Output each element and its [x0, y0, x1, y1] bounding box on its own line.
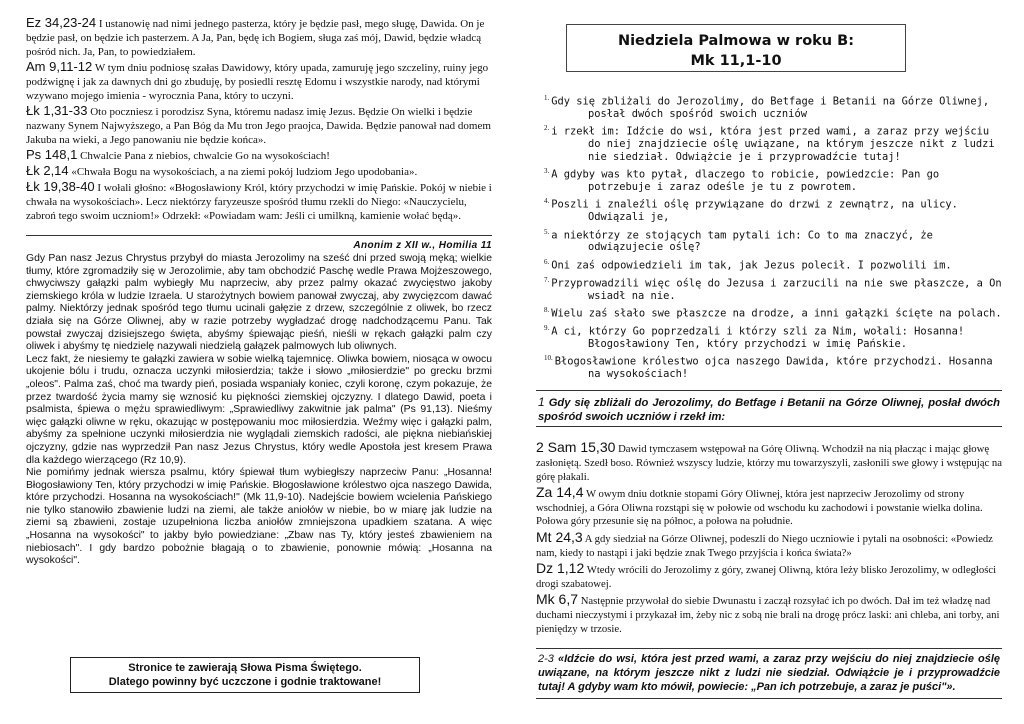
ref-paragraph [26, 180, 492, 223]
homily-paragraph: Gdy Pan nasz Jezus Chrystus przybył do miasta Jerozolimy na sześć dni przed swoją męką; wielkie tłumy, które zgromadziły się w Jerozolimie, aby tam obchodzić Paschę wedle Prawa Mojżeszowego, chwyciwszy gałązki palm wybiegły Mu naprzeciw, aby przez palmy okazać zwycięstwo jakoby ziemskiego króla w ludzie Izraela. U starożytnych bowiem panował zwyczaj, aby zwycięzcom dawać palmy. Niektórzy jednak spośród tego tłumu ucinali gałęzie z drzew, szczególnie z oliwek, bo rzecz działa się na Górze Oliwnej, aby w razie potrzeby wygładzać drogę nadchodzącemu Panu. Tak powstał zwyczaj dzisiejszego święta, abyśmy śpiewając pieśń, nieśli w rękach gałązki palm czy oliwek i abyśmy tę niedzielę nazywali niedzielą gałązek palmowych lub oliwnych. [26, 253, 492, 353]
divider [26, 235, 492, 236]
verse-text: A gdyby was kto pytał, dlaczego to robicie, powiedzcie: Pan go potrzebuje i zaraz odeśle je tu z powrotem. [551, 168, 940, 193]
ref-paragraph [26, 16, 492, 59]
verse [536, 195, 1002, 223]
ref-paragraph [26, 164, 492, 179]
verse-number: 3. [544, 166, 550, 175]
cross-ref [536, 528, 1002, 560]
ref-label: Łk 19,38-40 [26, 179, 95, 194]
ref-text: W owym dniu dotknie stopami Góry Oliwnej, która jest naprzeciw Jerozolimy od strony wschodniej, a Góra Oliwna rozstąpi się w połowie od wschodu ku zachodowi i powstanie wielka dolina. Połowa góry przesunie się na północ, a połowa na południe. [536, 488, 983, 528]
ref-text: A gdy siedział na Górze Oliwnej, podeszli do Niego uczniowie i pytali na osobności: «Powiedz nam, kiedy to nastąpi i jaki będzie znak Twego przyjścia i końca świata?» [536, 532, 993, 559]
verse-number: 8. [544, 305, 550, 314]
ref-text: Wtedy wrócili do Jerozolimy z góry, zwanej Oliwną, która leży blisko Jerozolimy, w odległości drogi szabatowej. [536, 564, 997, 590]
left-column [26, 16, 492, 568]
gospel-verses [536, 92, 1002, 380]
verse [536, 322, 1002, 350]
ref-text: Chwalcie Pana z niebios, chwalcie Go na wysokościach! [80, 150, 330, 162]
verse-number: 1. [544, 94, 550, 102]
quote-label: 2-3 [538, 653, 554, 666]
verse [536, 304, 1002, 320]
quote-text: Gdy się zbliżali do Jerozolimy, do Betfage i Betanii na Górze Oliwnej, posłał dwóch spośród swoich uczniów i rzekł im: [538, 397, 1000, 424]
ref-label: Za 14,4 [536, 484, 584, 501]
verse-number: 10. [544, 354, 553, 363]
verse-number: 9. [544, 323, 550, 332]
right-column [536, 24, 1002, 699]
verse [536, 165, 1002, 193]
verse-text: i rzekł im: Idźcie do wsi, która jest przed wami, a zaraz przy wejściu do niej znajdziecie oślę uwiązane, na którym jeszcze nikt z ludzi nie siedział. Odwiążcie je i przyprowadźcie tutaj! [551, 125, 995, 163]
ref-text: Następnie przywołał do siebie Dwunastu i zaczął rozsyłać ich po dwóch. Dał im też władzę nad duchami nieczystymi i przykazał im, żeby nic z sobą nie brali na drogę prócz laski: ani chleba, ani torby, ani pieniędzy w trzosie. [536, 595, 1000, 635]
verse-text: Wielu zaś słało swe płaszcze na drodze, a inni gałązki ścięte na polach. [551, 307, 1002, 320]
verse [536, 352, 1002, 380]
ref-text: Oto poczniesz i porodzisz Syna, któremu nadasz imię Jezus. Będzie On wielki i będzie nazwany Synem Najwyższego, a Pan Bóg da Mu tron Jego praojca, Dawida. Będzie panował nad domem Jakuba na wieki, a Jego panowaniu nie będzie końca». [26, 106, 491, 146]
verse-text: Oni zaś odpowiedzieli im tak, jak Jezus polecił. I pozwolili im. [551, 259, 952, 272]
ref-paragraph [26, 60, 492, 103]
ref-label: Ez 34,23-24 [26, 15, 97, 30]
ref-label: Łk 2,14 [26, 163, 69, 178]
verse [536, 226, 1002, 254]
homily [26, 240, 492, 568]
verse [536, 122, 1002, 163]
notice-line: Stronice te zawierają Słowa Pisma Świętego. [128, 662, 362, 674]
page-subtitle: Mk 11,1-10 [690, 53, 782, 69]
verse-text: Przyprowadzili więc oślę do Jezusa i zarzucili na nie swe płaszcze, a On wsiadł na nie. [551, 277, 1002, 302]
verse-text: Poszli i znaleźli oślę przywiązane do drzwi z zewnątrz, na ulicy. Odwiązali je, [551, 198, 958, 224]
verse-number: 7. [544, 275, 550, 284]
ref-label: 2 Sam 15,30 [536, 439, 616, 456]
homily-paragraph: Lecz fakt, że niesiemy te gałązki zawiera w sobie wielką tajemnicę. Oliwka bowiem, niosąca w owocu ukojenie bólu i trudu, oznacza uczynki miłosierdzia; także i słowo „miłosierdzie" po grecku brzmi „oleos". Palma zaś, choć ma twardy pień, posiada wspaniały koniec, czyli koronę, czym pokazuje, że przez twardość życia mamy się wznosić ku piękności ziemskiej ojczyzny. I dlatego Dawid, poeta i psalmista, śpiewa o mężu sprawiedliwym: „Sprawiedliwy zakwitnie jak palma" (Ps 91,13). Nieśmy więc gałązki oliwne w ręku, okazując w postępowaniu moc miłosierdzia. Weźmy więc i gałązki palm, abyśmy za spełnione uczynki miłosierdzia nie wyglądali ziemskich radości, ale piękna niebiańskiej ojczyzny, gdzie nas wyprzedził Pan nasz Jezus Chrystus, który wedle Apostoła jest kresem Prawa dla każdego wierzącego (Rz 10,9). [26, 353, 492, 466]
homily-paragraph: Nie pomińmy jednak wiersza psalmu, który śpiewał tłum wybiegłszy naprzeciw Panu: „Hosanna! Błogosławiony Ten, który przychodzi w imię Pańskie. Błogosławione królestwo ojca naszego Dawida, które przychodzi. Hosanna na wysokościach!" (Mk 11,9-10). Nadejście bowiem wcielenia Pańskiego nie tylko stanowiło zbawienie ludzi na ziemi, ale także aniołów w niebie, bo w miarę jak ludzie na ziemi są zbawieni, zostaje uzupełniona liczba aniołów zmniejszona upadkiem szatana. A więc „Hosanna na wysokości" to jakby było powiedziane: „Zbaw nas Ty, który jesteś zbawieniem na niebiosach". I gdy bardzo pobożnie błagają o to zbawienie, ponownie mówią: „Hosanna na wysokości". [26, 467, 492, 567]
verse-text: A ci, którzy Go poprzedzali i którzy szli za Nim, wołali: Hosanna! Błogosławiony Ten, który przychodzi w imię Pańskie. [551, 325, 965, 350]
verse [536, 92, 1002, 120]
commentary-quote [536, 390, 1002, 427]
notice-line: Dlatego powinny być uczczone i godnie traktowane! [108, 676, 382, 688]
ref-label: Ps 148,1 [26, 147, 78, 162]
ref-label: Mt 24,3 [536, 528, 583, 545]
verse-number: 2. [544, 124, 550, 133]
ref-text: Dawid tymczasem wstępował na Górę Oliwną. Wchodził na nią płacząc i mając głowę zasłoniętą. Szedł boso. Również wszyscy ludzie, którzy mu towarzyszyli, zasłonili swe głowy i wstępując na górę płakali. [536, 443, 1002, 483]
ref-text: I ustanowię nad nimi jednego pasterza, który je będzie pasł, mego sługę, Dawida. On je będzie pasł, on będzie ich pasterzem. A Ja, Pan, będę ich Bogiem, sługa zaś mój, Dawid, będzie władcą pośród nich. Ja, Pan, to powiedziałem. [26, 18, 485, 58]
cross-ref [536, 486, 1002, 529]
homily-title: Anonim z XII w., Homilia 11 [353, 240, 492, 251]
cross-ref [536, 562, 1002, 591]
cross-references [536, 441, 1002, 636]
ref-label: Dz 1,12 [536, 560, 585, 577]
scripture-refs [26, 16, 492, 223]
verse-number: 6. [544, 257, 550, 266]
cross-ref [536, 441, 1002, 484]
notice-box [70, 657, 420, 693]
quote-text: «Idźcie do wsi, która jest przed wami, a zaraz przy wejściu do niej znajdziecie oślę uwiązane, na którym jeszcze nikt z ludzi nie siedział. Odwiążcie je i przyprowadźcie tutaj! A gdyby wam kto mówił, powiecie: „Pan ich potrzebuje, a zaraz je puści"». [538, 653, 1001, 694]
ref-text: «Chwała Bogu na wysokościach, a na ziemi pokój ludziom Jego upodobania». [71, 166, 418, 178]
ref-paragraph [26, 148, 492, 163]
verse-text: Gdy się zbliżali do Jerozolimy, do Betfage i Betanii na Górze Oliwnej, posłał dwóch spośród swoich uczniów [551, 95, 990, 120]
verse-text: a niektórzy ze stojących tam pytali ich: Co to ma znaczyć, że odwiązujecie oślę? [551, 229, 933, 254]
verse-number: 5. [544, 227, 550, 236]
ref-label: Mk 6,7 [536, 591, 579, 608]
commentary-quote [536, 648, 1002, 699]
ref-text: I wołali głośno: «Błogosławiony Król, który przychodzi w imię Pańskie. Pokój w niebie i chwała na wysokościach». Lecz niektórzy faryzeusze spośród tłumu rzekli do Niego: «Nauczycielu, zabroń tego swoim uczniom!» Odrzekł: «Powiadam wam: Jeśli ci umilkną, kamienie wołać będą». [26, 182, 492, 222]
verse [536, 256, 1002, 272]
ref-label: Łk 1,31-33 [26, 103, 88, 118]
ref-paragraph [26, 104, 492, 147]
ref-label: Am 9,11-12 [26, 59, 93, 74]
cross-ref [536, 593, 1002, 636]
verse-number: 4. [544, 197, 550, 206]
verse [536, 274, 1002, 302]
quote-label: 1 [538, 395, 545, 410]
page-title: Niedziela Palmowa w roku B: [617, 33, 855, 49]
ref-text: W tym dniu podniosę szałas Dawidowy, który upada, zamuruję jego szczeliny, ruiny jego podźwignę i jak za dawnych dni go zbuduję, by posiedli resztę Edomu i wszystkie narody, nad którymi wzywano mojego imienia - wyrocznia Pana, który to uczyni. [26, 62, 489, 102]
title-box [566, 24, 906, 72]
verse-text: Błogosławione królestwo ojca naszego Dawida, które przychodzi. Hosanna na wysokościach! [554, 355, 993, 380]
